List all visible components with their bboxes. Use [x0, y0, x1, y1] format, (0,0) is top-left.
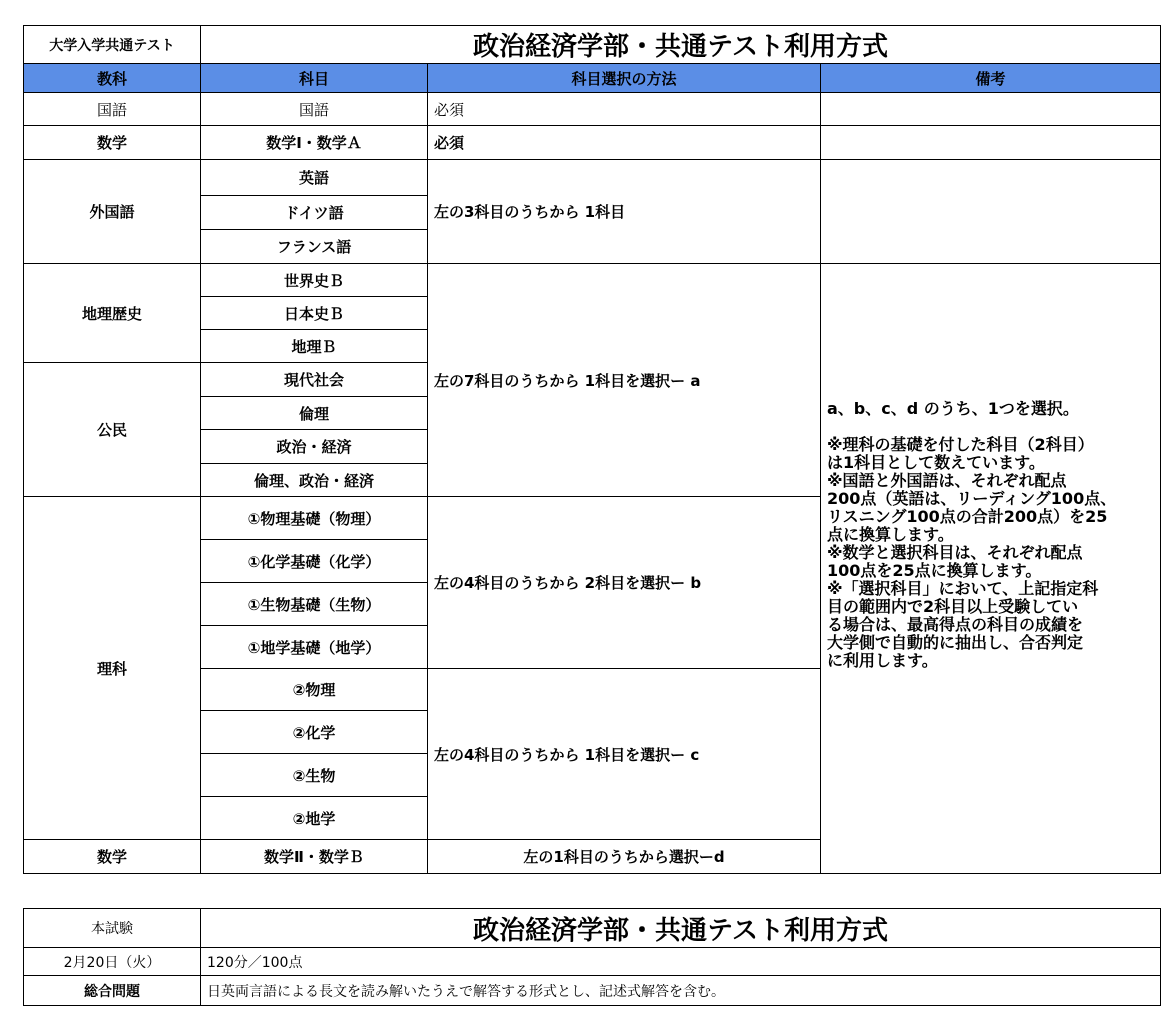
subject-cell: ②化学 [201, 711, 428, 754]
area-cell: 数学 [24, 840, 201, 874]
exam-name: 総合問題 [24, 976, 201, 1006]
method-cell: 必須 [428, 126, 821, 160]
subject-cell: フランス語 [201, 230, 428, 264]
method-cell: 必須 [428, 93, 821, 126]
subject-cell: ドイツ語 [201, 196, 428, 230]
area-cell: 国語 [24, 93, 201, 126]
subject-table [23, 25, 1161, 874]
exam-title: 政治経済学部・共通テスト利用方式 [201, 909, 1161, 948]
notes-cell [821, 160, 1161, 264]
area-cell: 地理歴史 [24, 264, 201, 363]
table-row [24, 976, 1161, 1006]
method-cell: 左の3科目のうちから 1科目 [428, 160, 821, 264]
note-line: 目の範囲内で2科目以上受験してい [827, 597, 1079, 616]
note-line: に利用します。 [827, 651, 938, 670]
note-line: 200点（英語は、リーディング100点、 [827, 489, 1117, 508]
exam-label: 本試験 [24, 909, 201, 948]
note-line: ※「選択科目」において、上記指定科 [827, 579, 1099, 598]
subject-cell: 数学Ⅱ・数学Ｂ [201, 840, 428, 874]
header-subject-area: 教科 [24, 64, 201, 93]
notes-cell [821, 93, 1161, 126]
subject-cell: 政治・経済 [201, 430, 428, 464]
notes-cell [821, 126, 1161, 160]
subject-cell: 現代社会 [201, 363, 428, 397]
subject-cell: 英語 [201, 160, 428, 196]
exam-description: 日英両言語による長文を読み解いたうえで解答する形式とし、記述式解答を含む。 [201, 976, 1161, 1006]
subject-cell: 倫理、政治・経済 [201, 464, 428, 497]
subject-cell: ①物理基礎（物理） [201, 497, 428, 540]
area-cell: 公民 [24, 363, 201, 497]
header-notes: 備考 [821, 64, 1161, 93]
subject-cell: 日本史Ｂ [201, 297, 428, 330]
subject-cell: ②生物 [201, 754, 428, 797]
note-line: ※国語と外国語は、それぞれ配点 [827, 471, 1067, 490]
method-cell: 左の1科目のうちから選択ーd [428, 840, 821, 874]
header-subject: 科目 [201, 64, 428, 93]
table-title-row [24, 26, 1161, 64]
exam-table [23, 908, 1161, 1006]
area-cell: 外国語 [24, 160, 201, 264]
subject-cell: 数学Ⅰ・数学Ａ [201, 126, 428, 160]
subject-cell: 世界史Ｂ [201, 264, 428, 297]
note-line: リスニング100点の合計200点）を25 [827, 507, 1108, 526]
note-line: 100点を25点に換算します。 [827, 561, 1042, 580]
table-row [24, 126, 1161, 160]
method-cell: 左の7科目のうちから 1科目を選択ー a [428, 264, 821, 497]
table-row [24, 160, 1161, 196]
area-cell: 理科 [24, 497, 201, 840]
exam-date-detail: 120分／100点 [201, 948, 1161, 976]
table-row [24, 93, 1161, 126]
header-method: 科目選択の方法 [428, 64, 821, 93]
table-row [24, 948, 1161, 976]
note-line: a、b、c、d のうち、1つを選択。 [827, 399, 1079, 418]
subject-cell: ①生物基礎（生物） [201, 583, 428, 626]
exam-type-label: 大学入学共通テスト [24, 26, 201, 64]
area-cell: 数学 [24, 126, 201, 160]
note-spacer [827, 418, 1152, 436]
note-line: ※理科の基礎を付した科目（2科目） [827, 435, 1094, 454]
note-line: る場合は、最高得点の科目の成績を [827, 615, 1084, 634]
table-row [24, 264, 1161, 297]
notes-cell [821, 264, 1161, 874]
table-title-row [24, 909, 1161, 948]
subject-cell: ①化学基礎（化学） [201, 540, 428, 583]
subject-cell: ①地学基礎（地学） [201, 626, 428, 669]
subject-cell: ②物理 [201, 669, 428, 711]
method-cell: 左の4科目のうちから 2科目を選択ー b [428, 497, 821, 669]
note-line: 点に換算します。 [827, 525, 954, 544]
column-header-row [24, 64, 1161, 93]
subject-cell: 倫理 [201, 397, 428, 430]
note-line: は1科目として数えています。 [827, 453, 1045, 472]
note-line: 大学側で自動的に抽出し、合否判定 [827, 633, 1084, 652]
exam-date: 2月20日（火） [24, 948, 201, 976]
subject-cell: ②地学 [201, 797, 428, 840]
method-cell: 左の4科目のうちから 1科目を選択ー c [428, 669, 821, 840]
subject-cell: 地理Ｂ [201, 330, 428, 363]
subject-cell: 国語 [201, 93, 428, 126]
page-title: 政治経済学部・共通テスト利用方式 [201, 26, 1161, 64]
note-line: ※数学と選択科目は、それぞれ配点 [827, 543, 1083, 562]
